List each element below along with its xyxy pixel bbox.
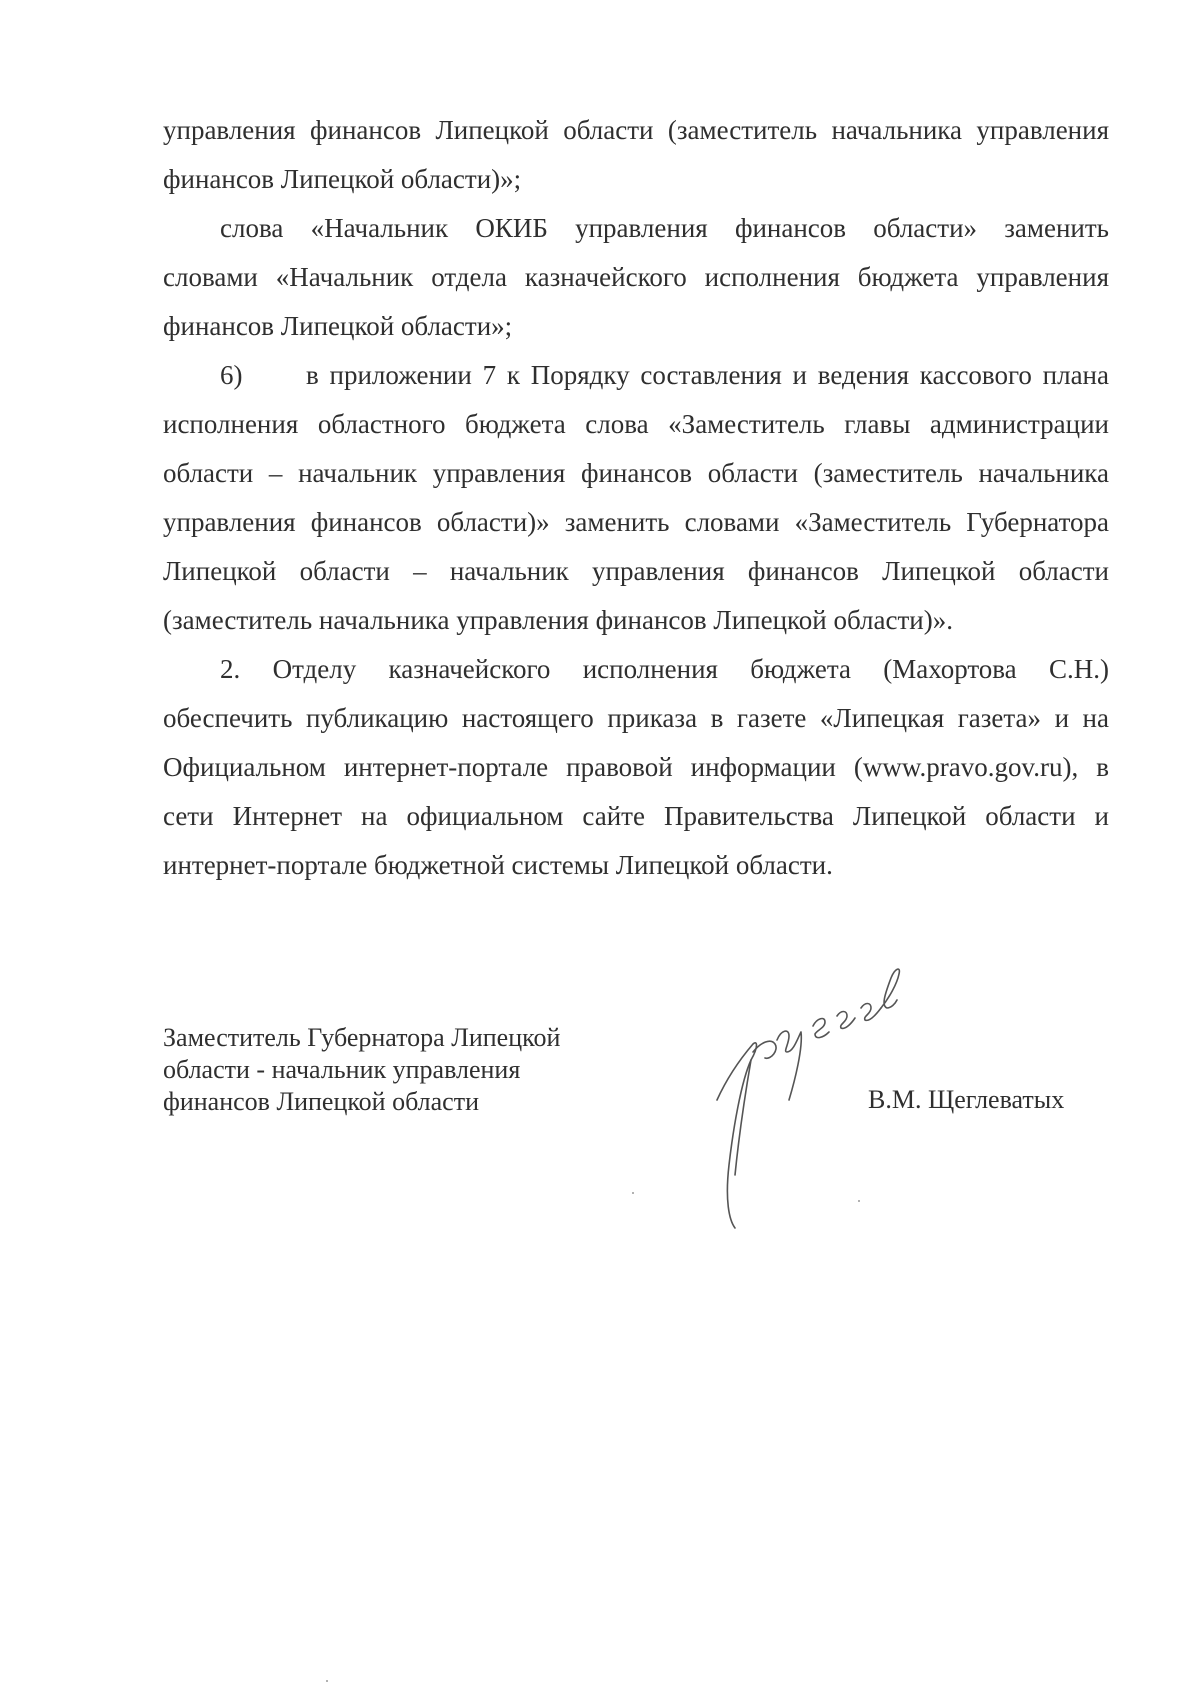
- text-line: финансов Липецкой области)»;: [163, 164, 522, 194]
- signatory-title-line: области - начальник управления: [163, 1055, 521, 1084]
- text-line: Официальном интернет-портале правовой информации (www.pravo.gov.ru), в: [163, 752, 1109, 782]
- text-line: исполнения областного бюджета слова «Заместитель главы администрации: [163, 409, 1109, 439]
- text-line: (заместитель начальника управления финансов Липецкой области)».: [163, 605, 953, 635]
- scan-speck: [858, 1200, 860, 1202]
- text-line: управления финансов Липецкой области (заместитель начальника управления: [163, 115, 1109, 145]
- signatory-name: В.М. Щеглеватых: [868, 1085, 1065, 1114]
- text-line: слова «Начальник ОКИБ управления финансов области» заменить: [220, 213, 1109, 243]
- list-item-marker: 6): [220, 360, 243, 390]
- text-line: словами «Начальник отдела казначейского исполнения бюджета управления: [163, 262, 1109, 292]
- scan-speck: [326, 1680, 328, 1682]
- text-line: Липецкой области – начальник управления финансов Липецкой области: [163, 556, 1109, 586]
- text-line: 2. Отделу казначейского исполнения бюджета (Махортова С.Н.): [220, 654, 1109, 684]
- text-line: сети Интернет на официальном сайте Правительства Липецкой области и: [163, 801, 1109, 831]
- text-line: обеспечить публикацию настоящего приказа в газете «Липецкая газета» и на: [163, 703, 1109, 733]
- text-line: финансов Липецкой области»;: [163, 311, 513, 341]
- text-line: в приложении 7 к Порядку составления и ведения кассового плана: [306, 360, 1109, 390]
- text-line: интернет-портале бюджетной системы Липецкой области.: [163, 850, 833, 880]
- signatory-title: [163, 1022, 560, 1118]
- text-line: управления финансов области)» заменить словами «Заместитель Губернатора: [163, 507, 1109, 537]
- signatory-title-line: Заместитель Губернатора Липецкой: [163, 1023, 561, 1052]
- signatory-title-line: финансов Липецкой области: [163, 1087, 479, 1116]
- scan-speck: [632, 1192, 634, 1194]
- text-line: области – начальник управления финансов области (заместитель начальника: [163, 458, 1109, 488]
